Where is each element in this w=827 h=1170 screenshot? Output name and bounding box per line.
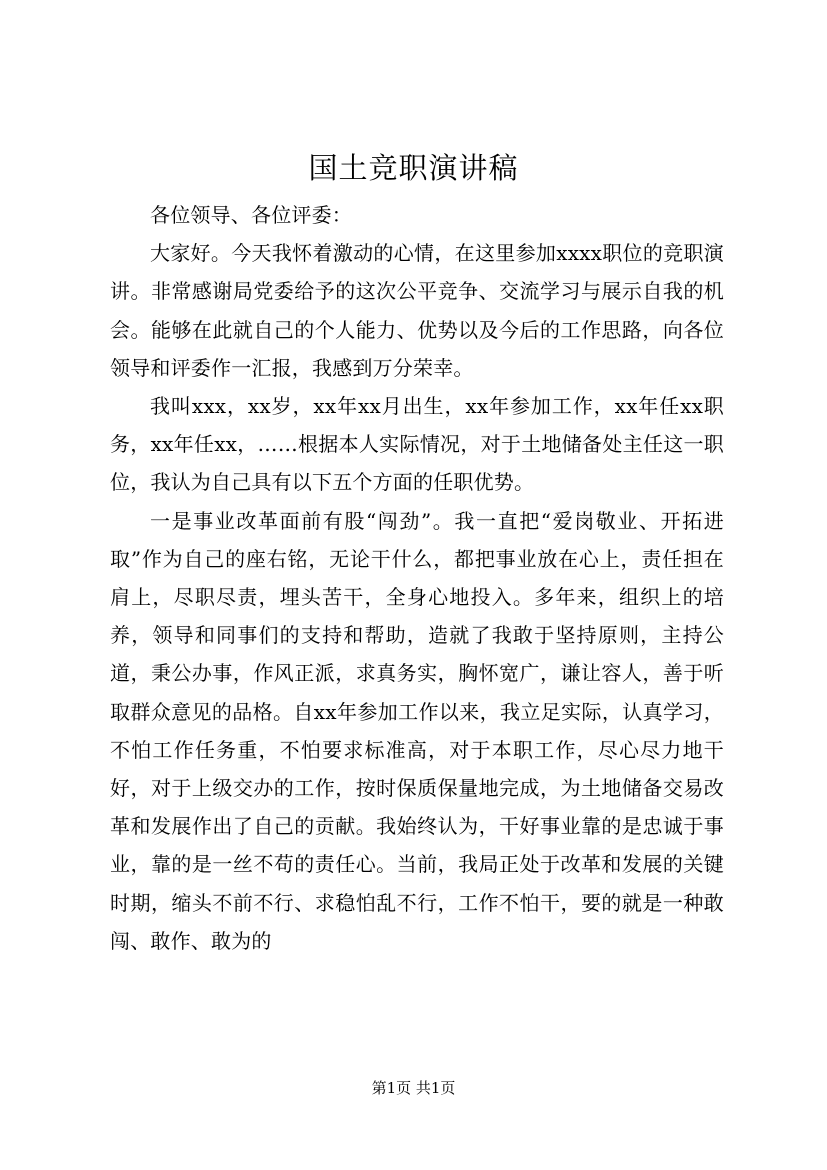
paragraph-self-introduction: 我叫xxx，xx岁，xx年xx月出生，xx年参加工作，xx年任xx职务，xx年任xx，……根据本人实际情况，对于土地储备处主任这一职位，我认为自己具有以下五个方面的任职优势。 bbox=[110, 394, 724, 495]
salutation: 各位领导、各位评委： bbox=[150, 203, 352, 227]
document-body bbox=[110, 196, 724, 960]
page-number-footer: 第1页 共1页 bbox=[371, 1079, 456, 1097]
paragraph-advantage-one: 一是事业改革面前有股“闯劲”。我一直把“爱岗敬业、开拓进取”作为自己的座右铭，无论干什么，都把事业放在心上，责任担在肩上，尽职尽责，埋头苦干，全身心地投入。多年来，组织上的培养，领导和同事们的支持和帮助，造就了我敢于坚持原则，主持公道，秉公办事，作风正派，求真务实，胸怀宽广，谦让容人，善于听取群众意见的品格。自xx年参加工作以来，我立足实际，认真学习，不怕工作任务重，不怕要求标准高，对于本职工作，尽心尽力地干好，对于上级交办的工作，按时保质保量地完成，为土地储备交易改革和发展作出了自己的贡献。我始终认为，干好事业靠的是忠诚于事业，靠的是一丝不苟的责任心。当前，我局正处于改革和发展的关键时期，缩头不前不行、求稳怕乱不行，工作不怕干，要的就是一种敢闯、敢作、敢为的 bbox=[110, 508, 724, 953]
document-title: 国土竞职演讲稿 bbox=[308, 151, 519, 185]
paragraph-greeting: 大家好。今天我怀着激动的心情，在这里参加xxxx职位的竞职演讲。非常感谢局党委给予的这次公平竞争、交流学习与展示自我的机会。能够在此就自己的个人能力、优势以及今后的工作思路，向各位领导和评委作一汇报，我感到万分荣幸。 bbox=[110, 241, 724, 380]
